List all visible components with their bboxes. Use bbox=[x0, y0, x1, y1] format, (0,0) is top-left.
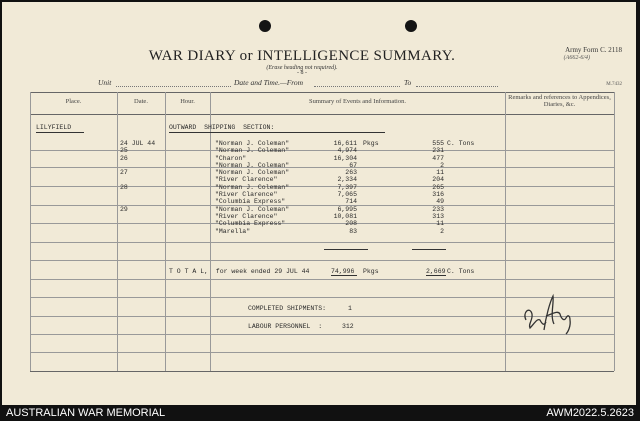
vessel-name: "River Clarence" bbox=[215, 176, 278, 184]
section-underline bbox=[169, 132, 385, 133]
package-count: 67 bbox=[349, 161, 357, 169]
punch-hole bbox=[259, 20, 271, 32]
entry-date: 24 JUL 44 bbox=[120, 140, 156, 147]
tons-sum-rule bbox=[412, 249, 446, 250]
entry-date: 25 bbox=[120, 147, 128, 155]
total-tons: 2,669 bbox=[426, 268, 446, 275]
vessel-name: "Norman J. Coleman" bbox=[215, 205, 290, 213]
tonnage: 2 bbox=[440, 161, 444, 169]
footer-institution: AUSTRALIAN WAR MEMORIAL bbox=[6, 407, 166, 419]
package-count: 2,334 bbox=[337, 176, 357, 184]
entry-date bbox=[120, 162, 155, 169]
packages-unit: Pkgs bbox=[363, 140, 379, 147]
page-number: - 8 - bbox=[297, 70, 307, 76]
tonnage: 233 bbox=[432, 205, 444, 213]
vessel-name: "River Clarence" bbox=[215, 212, 278, 220]
tonnage: 11 bbox=[436, 220, 444, 228]
tonnage: 231 bbox=[432, 147, 444, 155]
entry-date: 27 bbox=[120, 169, 128, 177]
date-time-label: Date and Time.—From bbox=[234, 78, 304, 87]
package-count: 7,065 bbox=[337, 191, 357, 199]
package-count: 83 bbox=[349, 227, 357, 235]
col-divider bbox=[210, 92, 211, 371]
tons-unit: C. Tons bbox=[447, 140, 475, 147]
total-packages-unit: Pkgs bbox=[363, 268, 379, 275]
entry-date bbox=[120, 176, 155, 183]
entry-date: 28 bbox=[120, 183, 128, 191]
total-tons-underline bbox=[426, 275, 446, 276]
total-tons-unit: C. Tons bbox=[447, 268, 475, 275]
package-count: 16,304 bbox=[333, 154, 357, 162]
form-number: Army Form C. 2118 bbox=[565, 46, 622, 54]
section-heading: OUTWARD SHIPPING SECTION: bbox=[169, 124, 275, 131]
place-value: LILYFIELD bbox=[36, 124, 72, 131]
packages-column bbox=[312, 140, 357, 235]
tonnage: 11 bbox=[436, 169, 444, 177]
entry-date: 29 bbox=[120, 205, 128, 213]
packages-sum-rule bbox=[324, 249, 368, 250]
dates-column bbox=[120, 140, 155, 213]
entry-date: 26 bbox=[120, 154, 128, 162]
remarks-header: Remarks and references to Appendices, Diaries, &c. bbox=[508, 94, 611, 108]
summary-header: Summary of Events and Information. bbox=[309, 98, 406, 105]
place-header: Place. bbox=[65, 98, 82, 105]
tonnage: 316 bbox=[432, 191, 444, 199]
package-count: 714 bbox=[345, 198, 357, 206]
completed-value: 1 bbox=[348, 305, 352, 312]
hour-header: Hour. bbox=[180, 98, 195, 105]
package-count: 16,611 bbox=[333, 140, 357, 147]
package-count: 263 bbox=[345, 169, 357, 177]
footer-accession: AWM2022.5.2623 bbox=[546, 407, 634, 419]
col-divider bbox=[165, 92, 166, 371]
total-packages-underline bbox=[331, 275, 357, 276]
col-divider bbox=[117, 92, 118, 371]
place-underline bbox=[36, 132, 84, 133]
diary-sheet bbox=[2, 2, 636, 405]
to-label: To bbox=[404, 78, 412, 87]
entry-date bbox=[120, 191, 155, 198]
tonnage: 477 bbox=[432, 154, 444, 162]
tonnage: 265 bbox=[432, 183, 444, 191]
vessel-name: "Norman J. Coleman" bbox=[215, 183, 290, 191]
unit-label: Unit bbox=[98, 78, 112, 87]
vessel-name: "Charon" bbox=[215, 154, 247, 162]
handwritten-signature bbox=[520, 290, 582, 336]
labour-value: 312 bbox=[342, 323, 354, 330]
vessel-name: "Columbia Express" bbox=[215, 220, 286, 228]
form-title: WAR DIARY or INTELLIGENCE SUMMARY. bbox=[148, 48, 456, 64]
package-count: 4,974 bbox=[337, 147, 357, 155]
tonnage: 204 bbox=[432, 176, 444, 184]
tonnage: 49 bbox=[436, 198, 444, 206]
date-header: Date. bbox=[134, 98, 148, 105]
vessel-name: "Norman J. Coleman" bbox=[215, 147, 290, 155]
form-code: M.7432 bbox=[606, 82, 622, 87]
form-stamp: (A662-6/4) bbox=[563, 55, 590, 61]
vessel-name: "Norman J. Coleman" bbox=[215, 161, 290, 169]
package-count: 208 bbox=[345, 220, 357, 228]
total-packages: 74,996 bbox=[331, 268, 355, 275]
total-label: T O T A L, for week ended 29 JUL 44 bbox=[169, 268, 310, 275]
entry-date bbox=[120, 198, 155, 205]
package-count: 10,081 bbox=[333, 212, 357, 220]
col-divider bbox=[614, 92, 615, 371]
vessel-name: "Marella" bbox=[215, 227, 251, 235]
tonnage: 313 bbox=[432, 212, 444, 220]
to-line bbox=[416, 86, 498, 87]
unit-line bbox=[116, 86, 231, 87]
labour-label: LABOUR PERSONNEL : bbox=[248, 323, 323, 330]
vessel-name: "Columbia Express" bbox=[215, 198, 286, 206]
table-bottom-rule bbox=[30, 371, 614, 372]
package-count: 6,995 bbox=[337, 205, 357, 213]
col-divider bbox=[505, 92, 506, 371]
package-count: 7,397 bbox=[337, 183, 357, 191]
vessel-name: "Norman J. Coleman" bbox=[215, 140, 290, 147]
tons-column bbox=[415, 140, 444, 235]
vessel-name: "River Clarence" bbox=[215, 191, 278, 199]
col-divider bbox=[30, 92, 31, 371]
from-line bbox=[314, 86, 400, 87]
vessels-column bbox=[215, 140, 289, 235]
tonnage: 2 bbox=[440, 227, 444, 235]
tonnage: 555 bbox=[432, 140, 444, 147]
punch-hole bbox=[405, 20, 417, 32]
completed-label: COMPLETED SHIPMENTS: bbox=[248, 305, 327, 312]
vessel-name: "Norman J. Coleman" bbox=[215, 169, 290, 177]
form-note: (Erase heading not required). bbox=[266, 65, 338, 71]
